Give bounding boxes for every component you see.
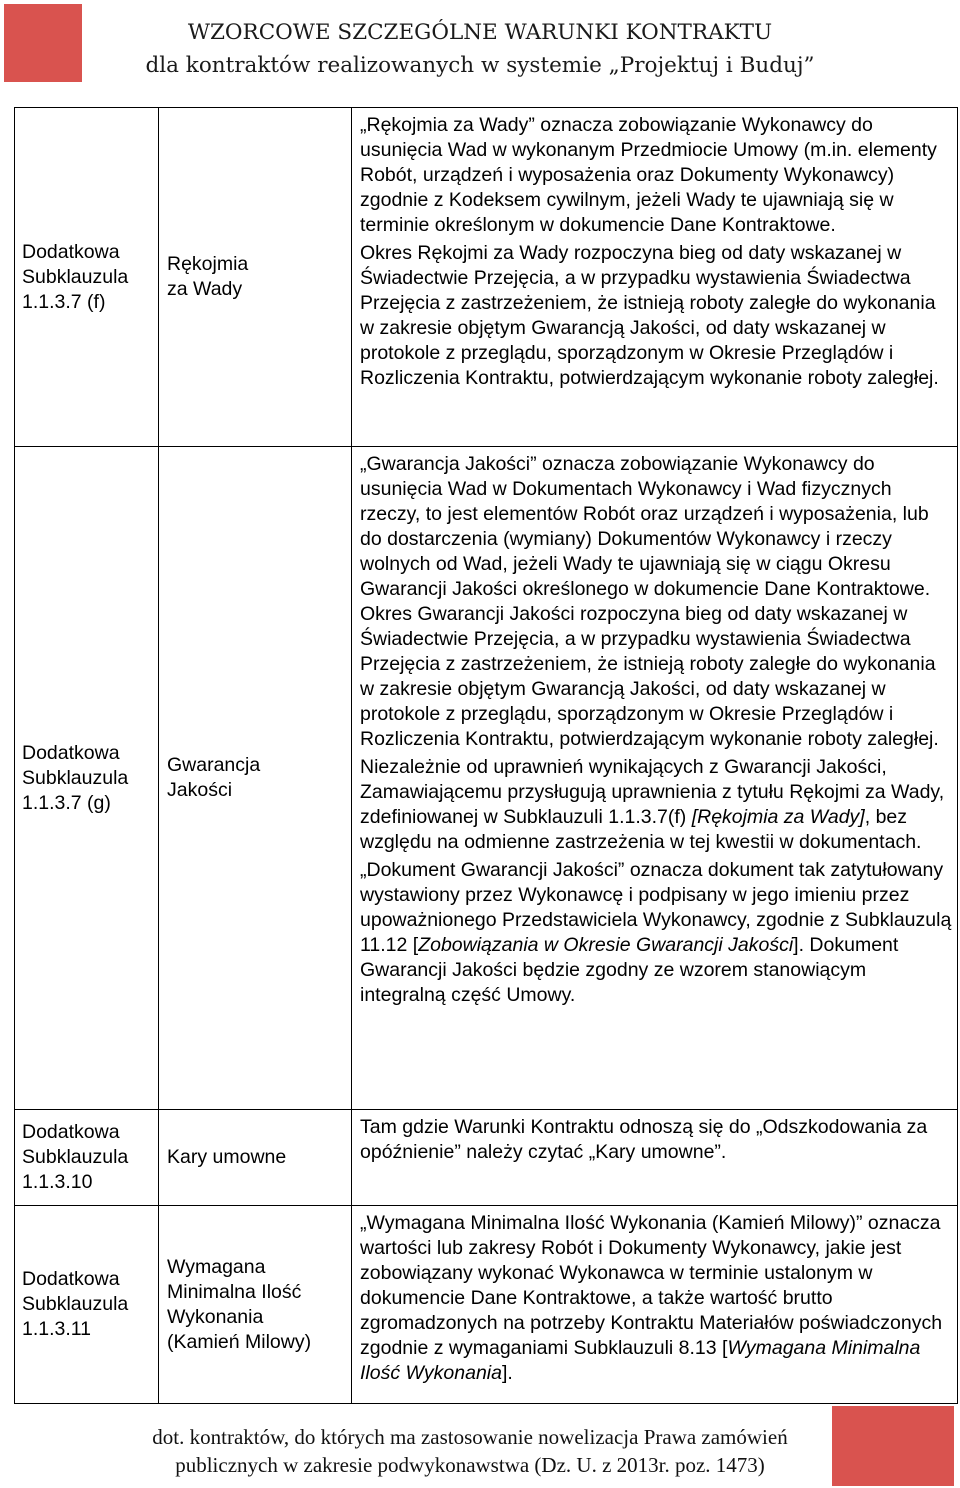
italic-reference: Zobowiązania w Okresie Gwarancji Jakości [418, 934, 794, 956]
definition-paragraph [360, 452, 955, 752]
term-line: Kary umowne [167, 1146, 287, 1168]
paragraph-text: , bez względu na odmienne zastrzeżenia w tej kwestii w dokumentach. [360, 806, 922, 853]
logo-square-top-left [4, 4, 82, 82]
paragraph-text: „Gwarancja Jakości” oznacza zobowiązanie Wykonawcy do usunięcia Wad w Dokumentach Wykonawcy i Wad fizycznych rzeczy, to jest elementów Robót oraz urządzeń i wyposażenia, lub do dostarczenia (wymiany) Dokumentów Wykonawcy i rzeczy wolnych od Wad, jeżeli Wady te ujawniają się w ciągu Okresu Gwarancji Jakości określonego w dokumencie Dane Kontraktowe. Okres Gwarancji Jakości rozpoczyna bieg od daty wskazanej w Świadectwie Przejęcia, a w przypadku wystawienia Świadectwa Przejęcia z zastrzeżeniem, że istnieją roboty zaległe do wykonania w zakresie objętym Gwarancją Jakości, od daty wskazanej w protokole z przeglądu, sporządzonym w Okresie Przeglądów i Rozliczenia Kontraktu, potwierdzającym wykonanie roboty zaległej. [360, 453, 939, 750]
term-cell [159, 447, 352, 1109]
paragraph-text: ]. [501, 1362, 513, 1384]
clause-number-cell [15, 447, 159, 1109]
clause-number-line: Subklauzula [22, 265, 129, 288]
term-cell [159, 1206, 352, 1403]
table-row [15, 447, 958, 1110]
clauses-table [14, 107, 958, 1404]
term-line: Gwarancja [167, 754, 261, 776]
paragraph-text: Okres Rękojmi za Wady rozpoczyna bieg od daty wskazanej w Świadectwie Przejęcia, a w przypadku wystawienia Świadectwa Przejęcia z zastrzeżeniem, że istnieją roboty zaległe do wykonania w zakresie objętym Gwarancją Jakości, od daty wskazanej w protokole z przeglądu, sporządzonym w Okresie Przeglądów i Rozliczenia Kontraktu, potwierdzającym wykonanie roboty zaległej. [360, 242, 939, 389]
header-title: WZORCOWE SZCZEGÓLNE WARUNKI KONTRAKTU [187, 20, 773, 45]
table-row [15, 108, 958, 447]
clause-number-cell [15, 1110, 159, 1205]
term-line: Rękojmia [167, 253, 249, 275]
clause-number-cell [15, 1206, 159, 1403]
term-line: Minimalna Ilość [167, 1280, 302, 1303]
clause-number-line: Subklauzula [22, 1146, 129, 1168]
definition-paragraph [360, 755, 955, 855]
term-line: Jakości [167, 779, 233, 801]
table-row [15, 1206, 958, 1404]
paragraph-text: ]. Dokument Gwarancji Jakości będzie zgodny ze wzorem stanowiącym integralną część Umowy. [360, 934, 899, 1006]
italic-reference: Wymagana Minimalna Ilość Wykonania [360, 1337, 921, 1384]
term-line: Wykonania [167, 1305, 264, 1328]
term-line: za Wady [167, 278, 243, 300]
definition-cell [352, 447, 958, 1109]
definition-cell [352, 108, 958, 446]
definition-paragraph [360, 1211, 955, 1386]
paragraph-text: „Rękojmia za Wady” oznacza zobowiązanie Wykonawcy do usunięcia Wad w wykonanym Przedmiocie Umowy (m.in. elementy Robót, urządzeń i wyposażenia oraz Dokumenty Wykonawcy) zgodnie z Kodeksem cywilnym, jeżeli Wady te ujawniają się w terminie określonym w dokumencie Dane Kontraktowe. [360, 114, 937, 236]
paragraph-text: Niezależnie od uprawnień wynikających z Gwarancji Jakości, Zamawiającemu przysługują uprawnienia z tytułu Rękojmi za Wady, zdefiniowanej w Subklauzuli 1.1.3.7(f) [360, 756, 945, 828]
header-subtitle: dla kontraktów realizowanych w systemie „Projektuj i Buduj” [145, 53, 815, 78]
paragraph-text: „Dokument Gwarancji Jakości” oznacza dokument tak zatytułowany wystawiony przez Wykonawcę i podpisany w jego imieniu przez upoważnionego Przedstawiciela Wykonawcy, zgodnie z Subklauzulą 11.12 [ [360, 859, 952, 956]
clause-number-line: 1.1.3.11 [22, 1318, 92, 1340]
clause-number-line: Subklauzula [22, 1293, 129, 1315]
page-header [90, 16, 870, 82]
clause-number-cell [15, 108, 159, 446]
clause-number-line: Dodatkowa [22, 240, 120, 263]
clause-number-line: Dodatkowa [22, 741, 120, 764]
footer-line-1: dot. kontraktów, do których ma zastosowanie nowelizacja Prawa zamówień [152, 1425, 788, 1449]
clause-number-line: Dodatkowa [22, 1268, 120, 1290]
table-row [15, 1110, 958, 1206]
term-line: Wymagana [167, 1255, 266, 1278]
definition-cell [352, 1110, 958, 1205]
definition-paragraph [360, 858, 955, 1008]
page-footer [60, 1423, 880, 1479]
clause-number-line: 1.1.3.7 (g) [22, 791, 111, 814]
clause-number-line: 1.1.3.7 (f) [22, 290, 106, 313]
definition-paragraph [360, 241, 955, 391]
term-cell [159, 1110, 352, 1205]
clause-number-line: Subklauzula [22, 766, 129, 789]
definition-paragraph [360, 113, 955, 238]
definition-cell [352, 1206, 958, 1403]
footer-line-2: publicznych w zakresie podwykonawstwa (Dz. U. z 2013r. poz. 1473) [175, 1453, 765, 1477]
paragraph-text: Tam gdzie Warunki Kontraktu odnoszą się do „Odszkodowania za opóźnienie” należy czytać „Kary umowne”. [360, 1116, 928, 1163]
definition-paragraph [360, 1115, 955, 1165]
term-line: (Kamień Milowy) [167, 1330, 312, 1353]
italic-reference: [Rękojmia za Wady] [691, 806, 865, 828]
clause-number-line: Dodatkowa [22, 1121, 120, 1143]
term-cell [159, 108, 352, 446]
clause-number-line: 1.1.3.10 [22, 1171, 93, 1193]
paragraph-text: „Wymagana Minimalna Ilość Wykonania (Kamień Milowy)” oznacza wartości lub zakresy Robót i Dokumenty Wykonawcy, jakie jest zobowiązany wykonać Wykonawca w terminie ustalonym w dokumencie Dane Kontraktowe, a także wartość brutto zgromadzonych na potrzeby Kontraktu Materiałów poświadczonych zgodnie z wymaganiami Subklauzuli 8.13 [ [360, 1212, 943, 1359]
